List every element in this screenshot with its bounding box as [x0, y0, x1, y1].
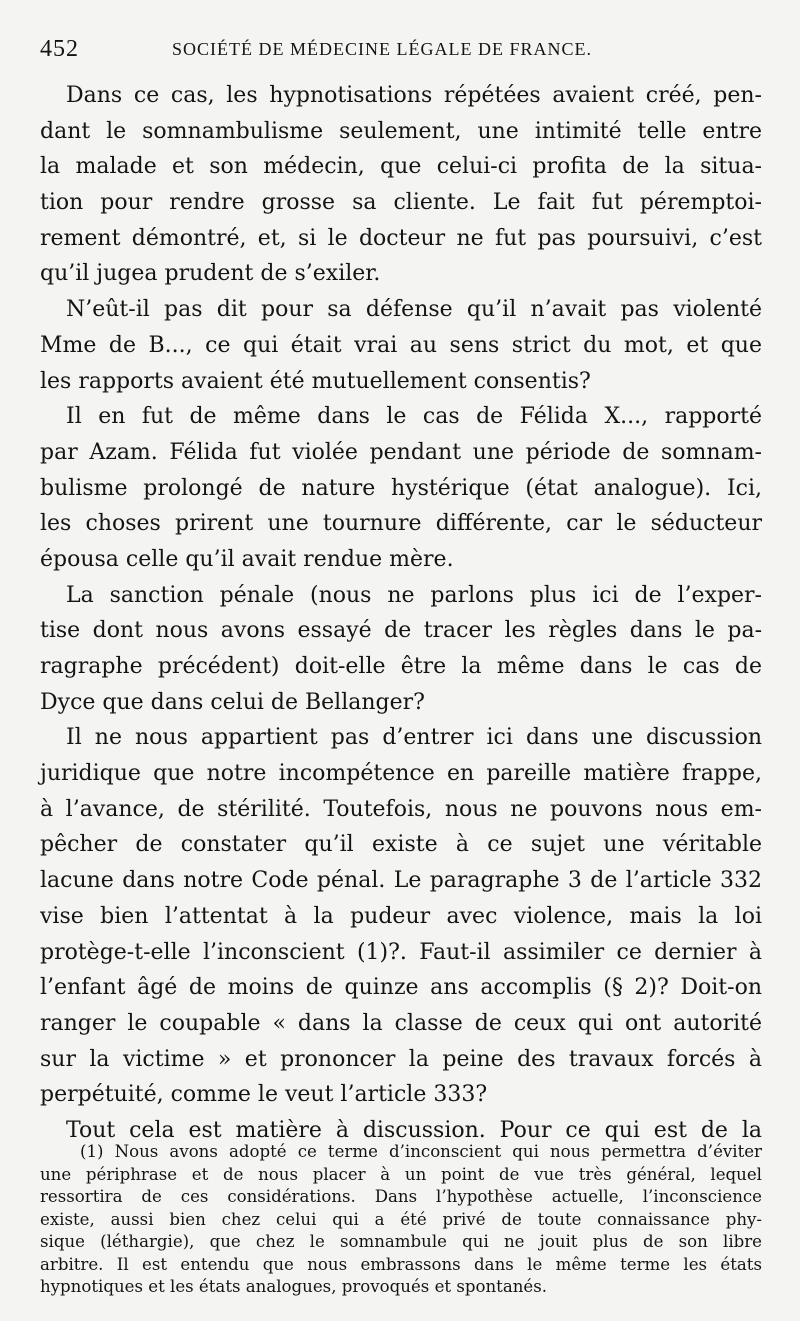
body-line: par Azam. Félida fut violée pendant une période de somnam- — [40, 439, 762, 465]
body-text — [40, 78, 762, 1149]
body-line: tise dont nous avons essayé de tracer les règles dans le pa- — [40, 618, 762, 644]
body-line: La sanction pénale (nous ne parlons plus ici de l’exper- — [66, 582, 762, 608]
body-line: N’eût-il pas dit pour sa défense qu’il n’avait pas violenté — [66, 297, 762, 323]
body-line: Il en fut de même dans le cas de Félida X..., rapporté — [66, 404, 762, 430]
body-line: Mme de B..., ce qui était vrai au sens strict du mot, et que — [40, 332, 762, 358]
body-line: dant le somnambulisme seulement, une intimité telle entre — [40, 118, 762, 144]
body-line: les choses prirent une tournure différente, car le séducteur — [40, 511, 762, 537]
body-line: ranger le coupable « dans la classe de ceux qui ont autorité — [40, 1010, 762, 1036]
footnote-line: existe, aussi bien chez celui qui a été privé de toute connaissance phy- — [40, 1209, 762, 1229]
body-line: Dans ce cas, les hypnotisations répétées avaient créé, pen- — [66, 83, 762, 108]
footnote-line: (1) Nous avons adopté ce terme d’inconscient qui nous permettra d’éviter — [80, 1142, 762, 1161]
footnote-line: ressortira de ces considérations. Dans l’hypothèse actuelle, l’inconscience — [40, 1187, 762, 1206]
body-line: protège-t-elle l’inconscient (1)?. Faut-il assimiler ce dernier à — [40, 939, 762, 965]
body-line: à l’avance, de stérilité. Toutefois, nous ne pouvons nous em- — [40, 796, 762, 822]
body-line: qu’il jugea prudent de s’exiler. — [40, 261, 381, 287]
body-line: vise bien l’attentat à la pudeur avec violence, mais la loi — [40, 903, 762, 929]
footnote-line: sique (léthargie), que chez le somnambule qui ne jouit plus de son libre — [40, 1232, 762, 1251]
body-line: sur la victime » et prononcer la peine des travaux forcés à — [40, 1046, 762, 1072]
body-line: tion pour rendre grosse sa cliente. Le fait fut péremptoi- — [40, 190, 762, 216]
page-header — [40, 36, 760, 66]
page-number: 452 — [40, 36, 79, 62]
body-line: bulisme prolongé de nature hystérique (état analogue). Ici, — [40, 475, 762, 501]
body-line: Tout cela est matière à discussion. Pour ce qui est de la — [66, 1117, 762, 1143]
body-line: les rapports avaient été mutuellement consentis? — [40, 368, 591, 394]
body-line: Il ne nous appartient pas d’entrer ici dans une discussion — [66, 725, 762, 751]
body-line: ragraphe précédent) doit-elle être la même dans le cas de — [40, 654, 762, 679]
body-line: l’enfant âgé de moins de quinze ans accomplis (§ 2)? Doit-on — [40, 975, 762, 1001]
footnote-line: hypnotiques et les états analogues, provoqués et spontanés. — [40, 1277, 548, 1296]
body-line: lacune dans notre Code pénal. Le paragraphe 3 de l’article 332 — [40, 868, 762, 894]
footnote-line: une périphrase et de nous placer à un point de vue très général, lequel — [40, 1164, 762, 1184]
body-line: perpétuité, comme le veut l’article 333? — [40, 1082, 488, 1108]
footnote-line: arbitre. Il est entendu que nous embrassons dans le même terme les états — [40, 1254, 762, 1274]
body-line: Dyce que dans celui de Bellanger? — [40, 689, 425, 715]
body-line: pêcher de constater qu’il existe à ce sujet une véritable — [40, 832, 762, 858]
body-line: épousa celle qu’il avait rendue mère. — [40, 546, 454, 572]
body-line: rement démontré, et, si le docteur ne fut pas poursuivi, c’est — [40, 225, 762, 251]
body-line: la malade et son médecin, que celui-ci profita de la situa- — [40, 154, 762, 180]
running-head: SOCIÉTÉ DE MÉDECINE LÉGALE DE FRANCE. — [172, 39, 592, 59]
body-line: juridique que notre incompétence en pareille matière frappe, — [40, 761, 762, 787]
footnote — [40, 1141, 762, 1299]
